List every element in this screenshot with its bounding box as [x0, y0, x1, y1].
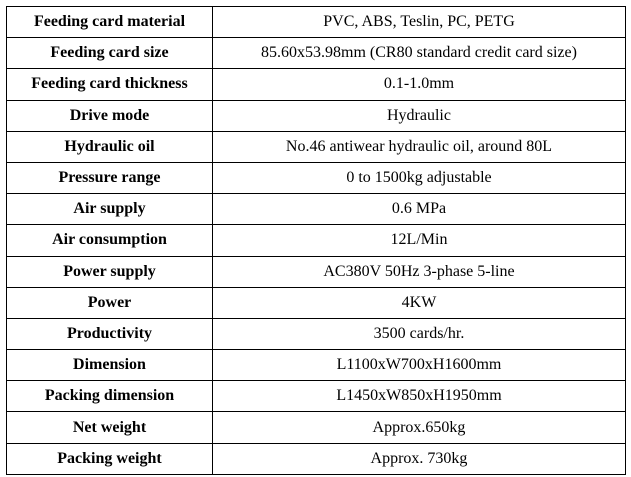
table-row [7, 443, 626, 474]
row-label: Air consumption [7, 225, 213, 256]
row-value: L1100xW700xH1600mm [213, 350, 626, 381]
row-value: 12L/Min [213, 225, 626, 256]
table-row [7, 194, 626, 225]
row-label: Packing dimension [7, 381, 213, 412]
row-label: Net weight [7, 412, 213, 443]
row-value: Hydraulic [213, 100, 626, 131]
table-row [7, 100, 626, 131]
row-label: Power supply [7, 256, 213, 287]
table-row [7, 350, 626, 381]
row-label: Packing weight [7, 443, 213, 474]
row-label: Power [7, 287, 213, 318]
row-value: Approx. 730kg [213, 443, 626, 474]
table-row [7, 256, 626, 287]
table-row [7, 225, 626, 256]
row-label: Feeding card size [7, 38, 213, 69]
row-label: Feeding card thickness [7, 69, 213, 100]
table-row [7, 162, 626, 193]
row-value: No.46 antiwear hydraulic oil, around 80L [213, 131, 626, 162]
table-row [7, 131, 626, 162]
row-value: 0.6 MPa [213, 194, 626, 225]
row-label: Productivity [7, 318, 213, 349]
row-value: 0 to 1500kg adjustable [213, 162, 626, 193]
row-label: Dimension [7, 350, 213, 381]
row-value: 4KW [213, 287, 626, 318]
row-value: AC380V 50Hz 3-phase 5-line [213, 256, 626, 287]
row-label: Pressure range [7, 162, 213, 193]
row-value: Approx.650kg [213, 412, 626, 443]
table-row [7, 69, 626, 100]
row-value: PVC, ABS, Teslin, PC, PETG [213, 7, 626, 38]
row-label: Hydraulic oil [7, 131, 213, 162]
table-row [7, 381, 626, 412]
row-label: Air supply [7, 194, 213, 225]
row-label: Feeding card material [7, 7, 213, 38]
table-row [7, 318, 626, 349]
row-value: 0.1-1.0mm [213, 69, 626, 100]
row-value: L1450xW850xH1950mm [213, 381, 626, 412]
table-row [7, 7, 626, 38]
row-value: 85.60x53.98mm (CR80 standard credit card size) [213, 38, 626, 69]
table-row [7, 287, 626, 318]
row-label: Drive mode [7, 100, 213, 131]
spec-table [6, 6, 626, 475]
row-value: 3500 cards/hr. [213, 318, 626, 349]
table-row [7, 38, 626, 69]
table-row [7, 412, 626, 443]
